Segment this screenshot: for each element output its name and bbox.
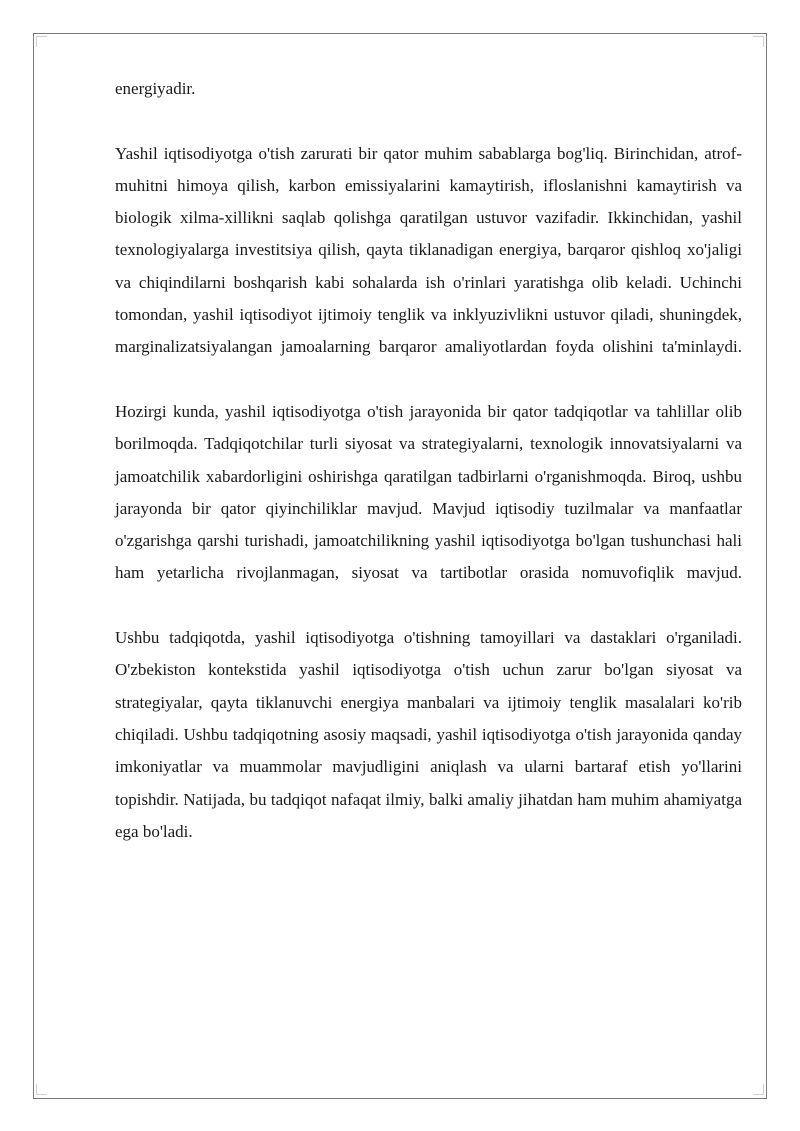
paragraph-spacing (115, 364, 742, 396)
paragraph-spacing (115, 105, 742, 137)
page-corner-mark (753, 36, 764, 47)
paragraph-reasons: Yashil iqtisodiyotga o'tish zarurati bir qator muhim sabablarga bog'liq. Birinchidan, atrof-muhitni himoya qilish, karbon emissiyalarini kamaytirish, ifloslanishni kamaytirish va biologik xilma-xillikni saqlab qolishga qaratilgan ustuvor vazifadir. Ikkinchidan, yashil texnologiyalarga investitsiya qilish, qayta tiklanadigan energiya, barqaror qishloq xo'jaligi va chiqindilarni boshqarish kabi sohalarda ish o'rinlari yaratishga olib keladi. Uchinchi tomondan, yashil iqtisodiyot ijtimoiy tenglik va inklyuzivlikni ustuvor qiladi, shuningdek, marginalizatsiyalangan jamoalarning barqaror amaliyotlardan foyda olishini ta'minlaydi. (115, 143, 742, 357)
paragraph-study-aim: Ushbu tadqiqotda, yashil iqtisodiyotga o'tishning tamoyillari va dastaklari o'rganiladi. O'zbekiston kontekstida yashil iqtisodiyotga o'tish uchun zarur bo'lgan siyosat va strategiyalar, qayta tiklanuvchi energiya manbalari va ijtimoiy tenglik masalalari ko'rib chiqiladi. Ushbu tadqiqotning asosiy maqsadi, yashil iqtisodiyotga o'tish jarayonida qanday imkoniyatlar va muammolar mavjudligini aniqlash va ularni bartaraf etish yo'llarini topishdir. Natijada, bu tadqiqot nafaqat ilmiy, balki amaliy jihatdan ham muhim ahamiyatga ega bo'ladi. (115, 628, 742, 841)
paragraph-spacing (115, 590, 742, 622)
paragraph-continuation: energiyadir. (115, 79, 196, 98)
page-corner-mark (36, 1084, 47, 1095)
page-corner-mark (36, 36, 47, 47)
paragraph-research: Hozirgi kunda, yashil iqtisodiyotga o'tish jarayonida bir qator tadqiqotlar va tahlillar olib borilmoqda. Tadqiqotchilar turli siyosat va strategiyalarni, texnologik innovatsiyalarni va jamoatchilik xabardorligini oshirishga qaratilgan tadbirlarni o'rganishmoqda. Biroq, ushbu jarayonda bir qator qiyinchiliklar mavjud. Mavjud iqtisodiy tuzilmalar va manfaatlar o'zgarishga qarshi turishadi, jamoatchilikning yashil iqtisodiyotga bo'lgan tushunchasi hali ham yetarlicha rivojlanmagan, siyosat va tartibotlar orasida nomuvofiqlik mavjud. (115, 401, 742, 583)
document-body (115, 73, 742, 848)
page-corner-mark (753, 1084, 764, 1095)
